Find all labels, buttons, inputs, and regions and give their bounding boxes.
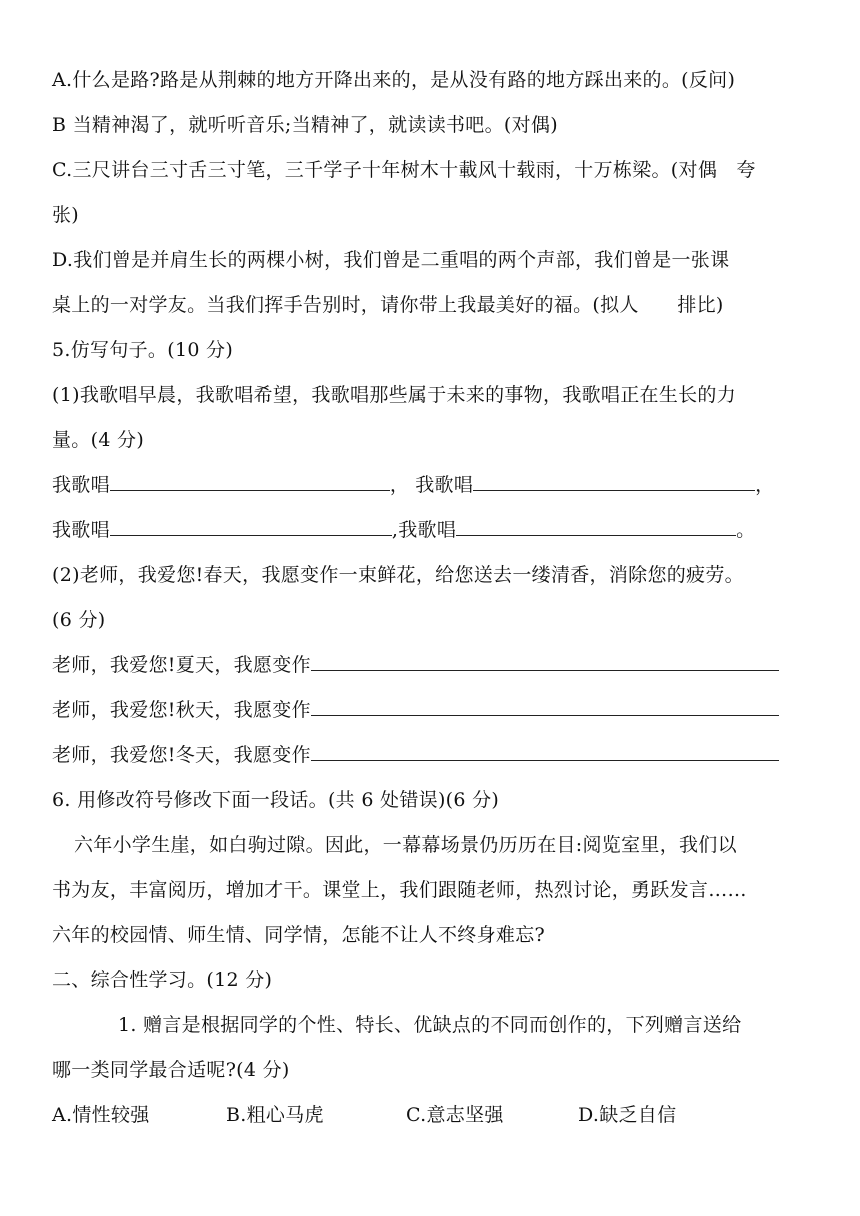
option-c-line2: 张)	[52, 204, 80, 226]
summer-prompt: 老师，我爱您!夏天，我愿变作	[52, 654, 311, 676]
option-d-line2: 桌上的一对学友。当我们挥手告别时，请你带上我最美好的福。(拟人 排比)	[52, 294, 724, 316]
sing-label: 我歌唱	[398, 519, 457, 541]
terminator: 。	[736, 519, 756, 541]
worksheet-page	[52, 58, 812, 1138]
option-c-line1: C.三尺讲台三寸舌三寸笔，三千学子十年树木十載风十载雨，十万栋梁。(对偶 夸	[52, 159, 756, 181]
option-a: A.什么是路?路是从荆棘的地方开降出来的，是从没有路的地方踩出来的。(反问)	[52, 69, 736, 91]
s2-q1-line1: 1. 赠言是根据同学的个性、特长、优缺点的不同而创作的，下列赠言送给	[118, 1014, 742, 1036]
q5-part2-line2: (6 分)	[52, 609, 106, 631]
choice-b[interactable]: B.粗心马虎	[226, 1104, 324, 1126]
q6-title: 6. 用修改符号修改下面一段话。(共 6 处错误)(6 分)	[52, 789, 500, 811]
answer-blank[interactable]	[473, 474, 755, 491]
option-b: B 当精神渴了，就听听音乐;当精神了，就读读书吧。(对偶)	[52, 114, 558, 136]
winter-prompt: 老师，我爱您!冬天，我愿变作	[52, 744, 311, 766]
q5-winter-row	[52, 733, 812, 778]
q5-autumn-row	[52, 688, 812, 733]
sing-label: 我歌唱	[52, 519, 110, 541]
separator: ，	[755, 474, 775, 496]
answer-blank[interactable]	[311, 654, 779, 671]
choice-a[interactable]: A.情性较强	[52, 1104, 150, 1126]
choice-c[interactable]: C.意志坚强	[406, 1104, 504, 1126]
q6-paragraph-line3: 六年的校园情、师生情、同学情，怎能不让人不终身难忘?	[52, 924, 545, 946]
answer-blank[interactable]	[311, 699, 779, 716]
sing-label: 我歌唱	[415, 474, 474, 496]
separator: ，	[389, 474, 410, 496]
separator: ,	[391, 519, 399, 541]
answer-blank[interactable]	[110, 474, 390, 491]
s2-q1-line2: 哪一类同学最合适呢?(4 分)	[52, 1059, 290, 1081]
answer-blank[interactable]	[456, 519, 736, 536]
q5-answer-row1	[52, 463, 812, 508]
q5-answer-row2	[52, 508, 812, 553]
section2-title: 二、综合性学习。(12 分)	[52, 969, 273, 991]
q6-paragraph-line2: 书为友，丰富阅历，增加才干。课堂上，我们跟随老师，热烈讨论，勇跃发言……	[52, 879, 747, 901]
answer-blank[interactable]	[311, 744, 779, 761]
q5-summer-row	[52, 643, 812, 688]
q5-part1-line2: 量。(4 分)	[52, 429, 145, 451]
sing-label: 我歌唱	[52, 474, 110, 496]
choice-d[interactable]: D.缺乏自信	[578, 1104, 677, 1126]
answer-blank[interactable]	[110, 519, 392, 536]
q5-title: 5.仿写句子。(10 分)	[52, 339, 234, 361]
option-d-line1: D.我们曾是并肩生长的两棵小树，我们曾是二重唱的两个声部，我们曾是一张课	[52, 249, 730, 271]
q5-part2-line1: (2)老师，我爱您!春天，我愿变作一束鲜花，给您送去一缕清香，消除您的疲劳。	[52, 564, 744, 586]
autumn-prompt: 老师，我爱您!秋天，我愿变作	[52, 699, 311, 721]
q5-part1-line1: (1)我歌唱早晨，我歌唱希望，我歌唱那些属于未来的事物，我歌唱正在生长的力	[52, 384, 737, 406]
q6-paragraph-line1: 六年小学生崖，如白驹过隙。因此，一幕幕场景仍历历在目:阅览室里，我们以	[74, 834, 737, 856]
s2-q1-options	[52, 1093, 812, 1138]
